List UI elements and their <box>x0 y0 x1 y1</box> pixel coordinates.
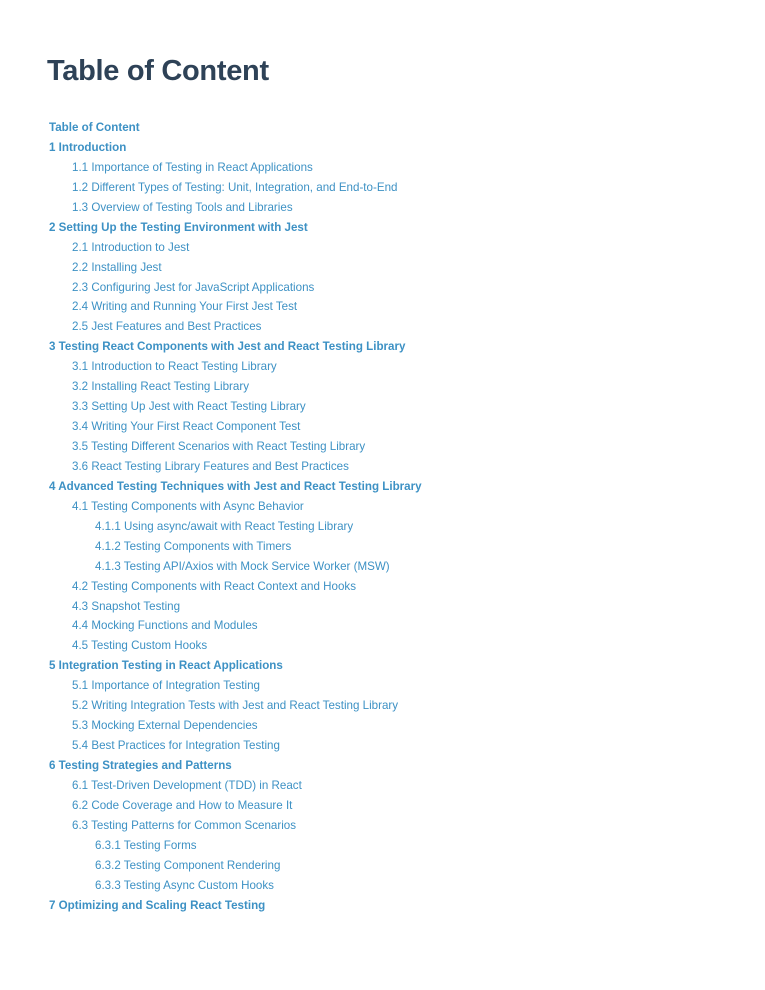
toc-section-link[interactable]: 4.4 Mocking Functions and Modules <box>72 619 258 633</box>
toc-section-link[interactable]: 1.1 Importance of Testing in React Applications <box>72 160 313 174</box>
toc-section-link[interactable]: 3.1 Introduction to React Testing Library <box>72 360 277 374</box>
toc-section-link[interactable]: 2.2 Installing Jest <box>72 260 162 274</box>
toc-section-link[interactable]: 2.3 Configuring Jest for JavaScript Applications <box>72 280 315 294</box>
toc-section-link[interactable]: 5.3 Mocking External Dependencies <box>72 719 258 733</box>
toc-chapter-link[interactable]: 1 Introduction <box>49 140 127 154</box>
toc-section-link[interactable]: 3.4 Writing Your First React Component Test <box>72 420 301 434</box>
toc-chapter-link[interactable]: 4 Advanced Testing Techniques with Jest and React Testing Library <box>49 479 422 493</box>
page-title: Table of Content <box>47 55 269 87</box>
toc-chapter-link[interactable]: 6 Testing Strategies and Patterns <box>49 759 232 772</box>
toc-subsection-link[interactable]: 6.3.3 Testing Async Custom Hooks <box>95 878 274 892</box>
toc-subsection-link[interactable]: 4.1.1 Using async/await with React Testing Library <box>95 519 354 533</box>
toc-section-link[interactable]: 2.5 Jest Features and Best Practices <box>72 320 262 334</box>
toc-section-link[interactable]: 6.2 Code Coverage and How to Measure It <box>72 798 293 812</box>
toc-subsection-link[interactable]: 6.3.2 Testing Component Rendering <box>95 858 281 872</box>
toc-chapter-link[interactable]: 2 Setting Up the Testing Environment with Jest <box>49 220 308 234</box>
toc-subsection-link[interactable]: 4.1.3 Testing API/Axios with Mock Service Worker (MSW) <box>95 559 390 573</box>
toc-section-link[interactable]: 3.6 React Testing Library Features and Best Practices <box>72 459 349 473</box>
table-of-contents <box>49 118 422 916</box>
toc-section-link[interactable]: 3.2 Installing React Testing Library <box>72 380 250 394</box>
toc-section-link[interactable]: 1.3 Overview of Testing Tools and Libraries <box>72 200 293 214</box>
toc-section-link[interactable]: 4.3 Snapshot Testing <box>72 599 181 613</box>
toc-section-link[interactable]: 4.5 Testing Custom Hooks <box>72 639 208 653</box>
toc-chapter-link[interactable]: 5 Integration Testing in React Applications <box>49 659 283 673</box>
toc-chapter-link[interactable]: Table of Content <box>49 121 140 134</box>
toc-subsection-link[interactable]: 6.3.1 Testing Forms <box>95 838 197 852</box>
toc-section-link[interactable]: 5.2 Writing Integration Tests with Jest and React Testing Library <box>72 699 399 713</box>
toc-section-link[interactable]: 1.2 Different Types of Testing: Unit, Integration, and End-to-End <box>72 180 398 194</box>
toc-section-link[interactable]: 6.3 Testing Patterns for Common Scenarios <box>72 818 297 832</box>
toc-section-link[interactable]: 2.1 Introduction to Jest <box>72 240 190 254</box>
toc-section-link[interactable]: 4.2 Testing Components with React Context and Hooks <box>72 579 356 593</box>
toc-subsection-link[interactable]: 4.1.2 Testing Components with Timers <box>95 539 292 553</box>
toc-chapter-link[interactable]: 3 Testing React Components with Jest and React Testing Library <box>49 340 406 354</box>
toc-section-link[interactable]: 3.3 Setting Up Jest with React Testing Library <box>72 400 306 414</box>
toc-section-link[interactable]: 5.4 Best Practices for Integration Testing <box>72 739 280 753</box>
toc-section-link[interactable]: 3.5 Testing Different Scenarios with React Testing Library <box>72 440 366 453</box>
toc-section-link[interactable]: 5.1 Importance of Integration Testing <box>72 679 260 693</box>
toc-section-link[interactable]: 4.1 Testing Components with Async Behavior <box>72 499 304 513</box>
toc-chapter-link[interactable]: 7 Optimizing and Scaling React Testing <box>49 898 266 912</box>
toc-section-link[interactable]: 6.1 Test-Driven Development (TDD) in React <box>72 778 302 792</box>
toc-section-link[interactable]: 2.4 Writing and Running Your First Jest Test <box>72 300 298 314</box>
